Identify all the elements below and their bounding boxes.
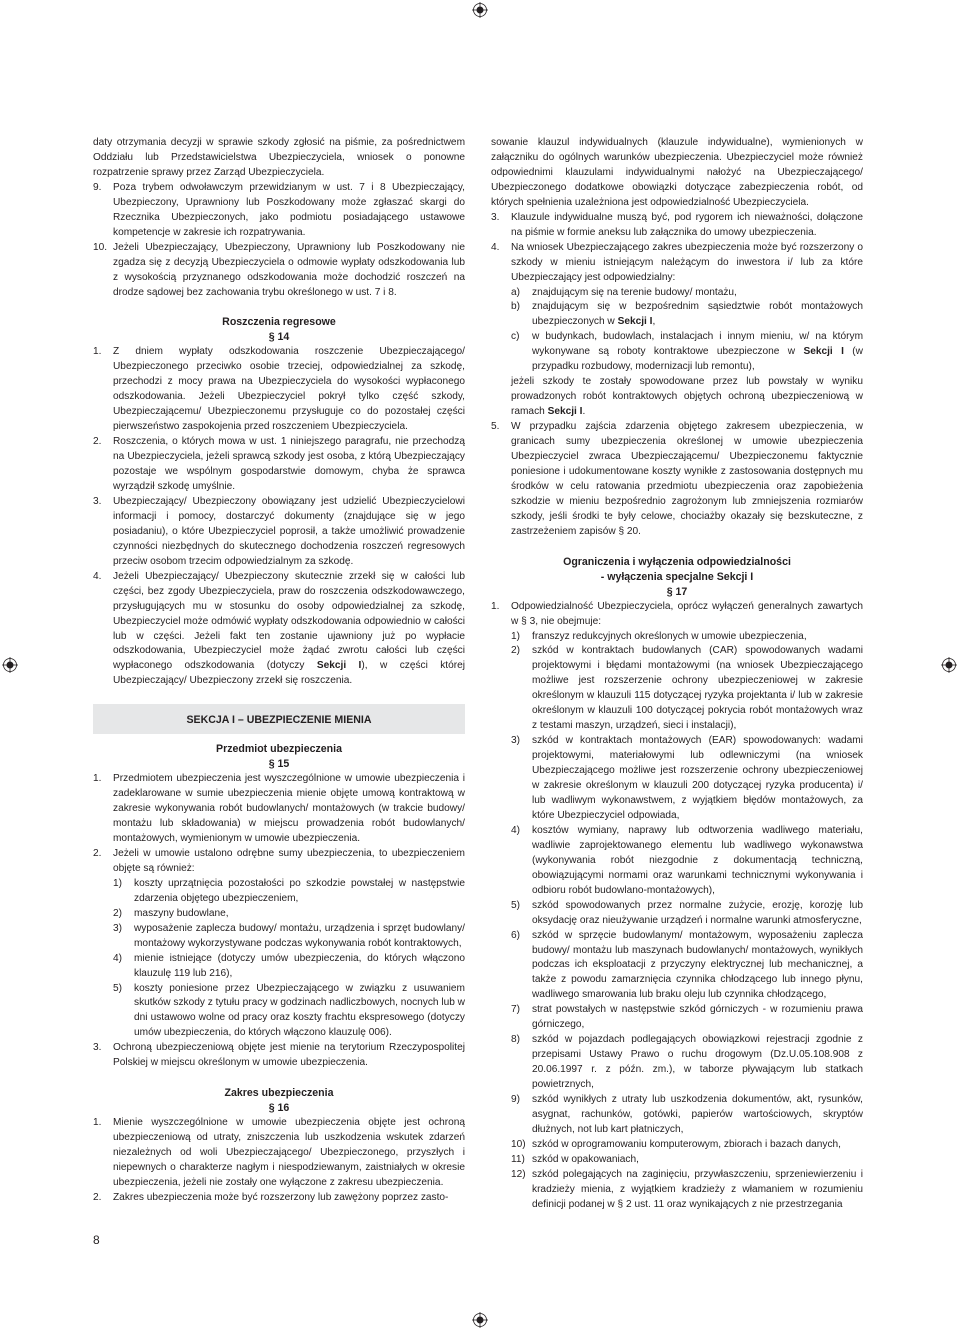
- item-number: 3.: [93, 1042, 102, 1054]
- sub-list-item: [511, 300, 863, 330]
- item-number: 1): [511, 630, 521, 642]
- item-text: Odpowiedzialność Ubezpieczyciela, oprócz wyłączeń generalnych zawartych w § 3, nie obejmuje:: [511, 600, 863, 627]
- sub-list-item: [511, 1138, 863, 1153]
- sub-list-item: [511, 734, 863, 824]
- list-item: [93, 1191, 465, 1206]
- bold-reference: Sekcji I: [316, 660, 362, 672]
- item-number: 10.: [93, 241, 108, 253]
- item-text: koszty poniesione przez Ubezpieczającego w związku z usuwaniem skutków szkody z tytułu pracy w godzinach nadliczbowych, nocnych lub w dni ustawowo wolne od pracy oraz koszty frachtu ekspresowego (dotyczy umów ubezpieczenia, do których włączono klauzulę 006).: [134, 982, 465, 1039]
- registration-mark-icon: [472, 2, 488, 18]
- item-text: Jeżeli Ubezpieczający/ Ubezpieczony skutecznie zrzekł się w całości lub części, bez zgody Ubezpieczyciela, praw do roszczenia odszkodowawczego, przysługujących mu w stosunku do osoby odpowiedzialnej za szkodę, Ubezpieczyciel może odmówić wypłaty odszkodowania odpowiednio w całości lub w części. Jeżeli fakt ten zostanie ujawniony już po wypłacie odszkodowania, Ubezpieczyciel może żądać zwrotu całości lub części wypłaconego odszkodowania (dotyczy: [113, 570, 465, 672]
- item-text: Poza trybem odwoławczym przewidzianym w ust. 7 i 8 Ubezpieczający, Ubezpieczony, Uprawniony lub Poszkodowany może zgłaszać skargi do Rzecznika Ubezpieczonych, jako podmiotu posiadającego ustawowe kompetencje w zakresie ich rozpatrywania.: [113, 181, 465, 238]
- list-item: [93, 570, 465, 690]
- item-number: 1.: [93, 1117, 102, 1129]
- item-text: Ochroną ubezpieczeniową objęte jest mienie na terytorium Rzeczypospolitej Polskiej w miejscu określonym w umowie ubezpieczenia.: [113, 1042, 465, 1069]
- item-text: znajdującym się w bezpośrednim sąsiedztwie robót montażowych ubezpieczonych w: [532, 301, 863, 328]
- bold-reference: Sekcji I: [803, 346, 844, 358]
- sub-list-item: [511, 899, 863, 929]
- item-number: c): [511, 331, 520, 343]
- item-number: 6): [511, 929, 521, 941]
- sub-list-item: [511, 330, 863, 375]
- sub-list-item: [511, 1093, 863, 1138]
- list-item: [93, 772, 465, 847]
- list-item: [491, 600, 863, 1213]
- paragraph: daty otrzymania decyzji w sprawie szkody zgłosić na piśmie, za pośrednictwem Oddziału lub Przedstawicielstwa Ubezpieczyciela, wniosek o ponowne rozpatrzenie sprawy przez Zarząd Ubezpieczyciela.: [93, 137, 465, 178]
- item-text: szkód w oprogramowaniu komputerowym, zbiorach i bazach danych,: [532, 1138, 841, 1150]
- paragraph: sowanie klauzul indywidualnych (klauzule indywidualne), wymienionych w załączniku do ogólnych warunków ubezpieczenia. Ubezpieczyciel może również odpowiednimi klauzulami indywidualnymi nałożyć na Ubezpieczającego/ Ubezpieczonego dodatkowe obowiązki dotyczące zabezpieczenia robót, od których spełnienia uzależniona jest odpowiedzialność Ubezpieczyciela.: [491, 137, 863, 208]
- paragraph: [511, 375, 863, 420]
- item-text: Zakres ubezpieczenia może być rozszerzony lub zawężony poprzez zasto-: [113, 1191, 449, 1203]
- item-number: b): [511, 301, 521, 313]
- item-number: 3.: [491, 211, 500, 223]
- item-number: 11): [511, 1153, 525, 1165]
- item-text: szkód w pojazdach podlegających obowiązkowi rejestracji zgodnie z przepisami Ustawy Prawo o ruchu drogowym (Dz.U.05.108.908 z 20.06.1997 r. z późn. zm.), w taborze pływającym lub statkach powietrznych,: [532, 1034, 863, 1091]
- right-column: [491, 136, 863, 1213]
- item-text: Klauzule indywidualne muszą być, pod rygorem ich nieważności, dołączone na piśmie w formie aneksu lub załącznika do umowy ubezpieczenia.: [511, 211, 863, 238]
- sub-list-item: [511, 1033, 863, 1093]
- item-text: Jeżeli w umowie ustalono odrębne sumy ubezpieczenia, to ubezpieczeniem objęte są również:: [113, 847, 465, 874]
- item-text: szkód wynikłych z utraty lub uszkodzenia dokumentów, akt, rysunków, asygnat, rachunków, gotówki, papierów wartościowych, skryptów dłużnych, not lub kart płatniczych,: [532, 1094, 863, 1135]
- paragraph-number: § 17: [666, 585, 688, 598]
- list-item: [93, 181, 465, 241]
- item-text: znajdującym się na terenie budowy/ montażu,: [532, 286, 737, 298]
- sub-list-item: [511, 630, 863, 645]
- sub-list-item: [113, 982, 465, 1042]
- item-text: Roszczenia, o których mowa w ust. 1 niniejszego paragrafu, nie przechodzą na Ubezpieczyciela, jeżeli sprawcą szkody jest osoba, z którą Ubezpieczający pozostaje we wspólnym gospodarstwie domowym, chyba że sprawca wyrządził szkodę umyślnie.: [113, 436, 465, 492]
- item-text: wyposażenie zaplecza budowy/ montażu, urządzenia i sprzęt budowlany/ montażowy wykorzystywane podczas wykonywania robót kontraktowych,: [134, 922, 465, 949]
- list-item: [93, 1041, 465, 1071]
- item-text: Mienie wyszczególnione w umowie ubezpieczenia objęte jest ochroną ubezpieczeniową od utraty, zniszczenia lub uszkodzenia wskutek zdarzeń niezależnych od woli Ubezpieczającego/ Ubezpieczonego, przyszłych i niepewnych o charakterze nagłym i niespodziewanym, zaistniałych w okresie ubezpieczenia, jeżeli nie zostały one wyłączone z zakresu ubezpieczenia.: [113, 1117, 465, 1188]
- paragraph-number: § 16: [268, 1102, 290, 1115]
- item-number: 7): [511, 1004, 521, 1016]
- list-item: [93, 345, 465, 435]
- paragraph-number: § 15: [268, 758, 290, 771]
- item-number: 2.: [93, 1191, 102, 1203]
- item-number: 12): [511, 1168, 526, 1180]
- registration-mark-icon: [472, 1312, 488, 1328]
- item-number: a): [511, 286, 521, 298]
- sub-list-item: [113, 877, 465, 907]
- sub-list-item: [113, 922, 465, 952]
- item-text: jeżeli szkody te zostały spowodowane przez lub powstały w wyniku prowadzonych robót kontraktowych objętych ochroną ubezpieczeniową w ramach: [511, 376, 863, 418]
- sub-list-item: [113, 907, 465, 922]
- bold-reference: Sekcji I: [547, 406, 583, 418]
- section-heading: Ograniczenia i wyłączenia odpowiedzialności: [563, 555, 791, 568]
- item-text: Na wniosek Ubezpieczającego zakres ubezpieczenia może być rozszerzony o szkody w mieniu istniejącym należącym do inwestora i/ lub za które Ubezpieczający jest odpowiedzialny:: [511, 241, 863, 283]
- item-text: maszyny budowlane,: [134, 907, 229, 919]
- item-number: 4.: [93, 570, 102, 582]
- item-text: szkód w opakowaniach,: [532, 1153, 639, 1165]
- list-item: [491, 211, 863, 241]
- list-item: [93, 435, 465, 495]
- item-text: Przedmiotem ubezpieczenia jest wyszczególnione w umowie ubezpieczenia i zadeklarowane w sumie ubezpieczenia mienie objęte umową kontraktową w zakresie wykonywania robót budowlanych/ montażowych (w trakcie budowy/ montażu lub składowania) w miejscu prowadzenia robót budowlanych/ montażowych, wymienionym w umowie ubezpieczenia.: [113, 773, 465, 844]
- list-item: [93, 847, 465, 1041]
- sub-list-item: [511, 1003, 863, 1033]
- bold-reference: Sekcji I: [617, 316, 653, 328]
- item-number: 4): [511, 824, 521, 836]
- item-number: 3): [113, 922, 123, 934]
- section-banner: SEKCJA I – UBEZPIECZENIE MIENIA: [93, 704, 465, 734]
- item-number: 2): [113, 907, 123, 919]
- item-text: ), w części której Ubezpieczający/ Ubezpieczony zrzekł się roszczenia.: [113, 660, 466, 687]
- item-text: szkód w kontraktach budowlanych (CAR) spowodowanych wadami projektowymi i błędami montażowymi (na wniosek Ubezpieczającego możliwe jest rozszerzenie ochrony ubezpieczeniowej w zakresie określonym w klauzuli 115 dotyczącej ryzyka projektanta i/ lub w zakresie określonym w klauzuli 100 dotyczącej pokrycia robót montażowych wraz z testami maszyn, urządzeń, sieci i instalacji),: [532, 645, 863, 732]
- item-text: Z dniem wypłaty odszkodowania roszczenie Ubezpieczającego/ Ubezpieczonego przeciwko osobie trzeciej, odpowiedzialnej za szkodę, przechodzi z mocy prawa na Ubezpieczyciela do wysokości wypłaconego odszkodowania. Jeżeli Ubezpieczyciel pokrył tylko część szkody, Ubezpieczającemu/ Ubezpieczonemu przysługuje co do pozostałej części pierwszeństwo zaspokojenia przed roszczeniem Ubezpieczyciela.: [113, 346, 465, 433]
- item-number: 1): [113, 877, 123, 889]
- item-number: 5): [511, 899, 521, 911]
- left-column: [93, 136, 465, 1206]
- paragraph-number: § 14: [268, 331, 290, 344]
- sub-list-item: [113, 952, 465, 982]
- item-text: mienie istniejące (dotyczy umów ubezpieczenia, do których włączono klauzulę 119 lub 216),: [134, 952, 465, 979]
- item-number: 2.: [93, 436, 102, 448]
- registration-mark-icon: [941, 657, 957, 673]
- item-number: 4): [113, 952, 123, 964]
- item-text: kosztów wymiany, naprawy lub odtworzenia wadliwego materiału, wadliwie zaprojektowanego elementu lub wadliwego wykonawstwa (wykonywania robót niezgodnie z dokumentacją techniczną, obowiązującymi normami oraz warunkami technicznymi wykonywania i odbioru robót budowlano-montażowych),: [532, 824, 863, 896]
- list-item: [93, 495, 465, 570]
- item-text: koszty uprzątnięcia pozostałości po szkodzie powstałej w następstwie zdarzenia objętego ubezpieczeniem,: [134, 877, 465, 904]
- item-number: 10): [511, 1138, 526, 1150]
- item-text: ,: [652, 316, 656, 328]
- item-number: 5): [113, 982, 123, 994]
- item-number: 3.: [93, 495, 102, 507]
- item-number: 9.: [93, 181, 102, 193]
- item-text: franszyz redukcyjnych określonych w umowie ubezpieczenia,: [532, 630, 807, 642]
- item-number: 1.: [93, 773, 102, 785]
- sub-list-item: [511, 286, 863, 301]
- item-number: 5.: [491, 421, 500, 433]
- section-heading: - wyłączenia specjalne Sekcji I: [600, 570, 754, 583]
- item-text: w budynkach, budowlach, instalacjach i innym mieniu, w/ na którym wykonywane są roboty kontraktowe ubezpieczone w: [532, 331, 863, 358]
- item-text: szkód polegających na zaginięciu, przywłaszczeniu, sprzeniewierzeniu i kradzieży mienia, z wyjątkiem kradzieży z włamaniem w rozumieniu definicji podanej w § 2 ust. 11 oraz wynikających z nie przestrzegania: [532, 1168, 863, 1210]
- section-heading: Przedmiot ubezpieczenia: [216, 743, 342, 756]
- item-number: 1.: [93, 346, 102, 358]
- item-number: 8): [511, 1034, 521, 1046]
- item-text: szkód w sprzęcie budowlanym/ montażowym, wyposażeniu zaplecza budowy/ montażu lub maszynach budowlanych/ montażowych, wynikłych podczas ich eksploatacji z przyczyny elektrycznej lub mechanicznej, a także z powodu zamarznięcia czynnika chłodzącego lub innego płynu, wadliwego smarowania lub braku oleju lub czynnika chłodzącego,: [532, 929, 863, 1001]
- item-text: .: [582, 406, 586, 418]
- item-number: 3): [511, 735, 521, 747]
- item-text: szkód spowodowanych przez normalne zużycie, erozję, korozję lub oksydację oraz nieużywanie urządzeń i normalne warunki atmosferyczne,: [532, 899, 863, 926]
- item-number: 4.: [491, 241, 500, 253]
- list-item: [491, 241, 863, 420]
- item-text: szkód w kontraktach montażowych (EAR) spowodowanych: wadami projektowymi, materiałowymi lub odlewniczymi (na wniosek Ubezpieczającego możliwe jest rozszerzenie ochrony ubezpieczeniowej w zakresie określonym w klauzuli 200 dotyczącej ryzyka producenta) i/ lub wadliwym wykonawstwem, z wyjątkiem błędów montażowych, za które Ubezpieczyciel odpowiada,: [532, 735, 863, 821]
- section-heading: Zakres ubezpieczenia: [224, 1087, 334, 1100]
- sub-list-item: [511, 1168, 863, 1213]
- sub-list-item: [511, 824, 863, 899]
- sub-list-item: [511, 1153, 863, 1168]
- item-text: Ubezpieczający/ Ubezpieczony obowiązany jest udzielić Ubezpieczycielowi informacji i pomocy, dostarczyć dokumenty (znajdujące się w jego posiadaniu), o które Ubezpieczyciel poprosił, a także umożliwić prowadzenie czynności niezbędnych do skutecznego dochodzenia roszczeń regresowych przeciw osobom trzecim odpowiedzialnym za szkodę.: [113, 495, 465, 567]
- item-text: W przypadku zajścia zdarzenia objętego zakresem ubezpieczenia, w granicach sumy ubezpieczenia określonej w umowie ubezpieczenia Ubezpieczyciel zwraca Ubezpieczającemu/ Ubezpieczonemu faktycznie poniesione i udokumentowane koszty wynikłe z zastosowania dostępnych mu środków w celu ratowania przedmiotu ubezpieczenia oraz zapobieżenia szkodzie w mieniu bezpośrednio zagrożonym lub zmniejszenia rozmiarów szkody, jeśli środki te były celowe, chociażby okazały się bezskuteczne, z zastrzeżeniem zapisów § 20.: [511, 421, 863, 537]
- item-text: Jeżeli Ubezpieczający, Ubezpieczony, Uprawniony lub Poszkodowany nie zgadza się z decyzją Ubezpieczyciela o odmowie wypłaty odszkodowania lub z wysokością przyznanego odszkodowania może dochodzić roszczeń na drodze sądowej bez zachowania trybu określonego w ust. 7 i 8.: [113, 241, 465, 298]
- section-heading: Roszczenia regresowe: [222, 316, 336, 329]
- item-number: 1.: [491, 600, 500, 612]
- list-item: [93, 1116, 465, 1191]
- sub-list-item: [511, 644, 863, 734]
- page-number: 8: [93, 1233, 100, 1247]
- item-number: 9): [511, 1094, 521, 1106]
- registration-mark-icon: [2, 657, 18, 673]
- item-number: 2): [511, 645, 521, 657]
- sub-list-item: [511, 929, 863, 1004]
- item-text: (w przypadku rozbudowy, modernizacji lub remontu),: [532, 346, 863, 373]
- list-item: [491, 420, 863, 540]
- item-text: strat powstałych w następstwie szkód górniczych - w rozumieniu prawa górniczego,: [532, 1004, 863, 1031]
- list-item: [93, 241, 465, 301]
- item-number: 2.: [93, 847, 102, 859]
